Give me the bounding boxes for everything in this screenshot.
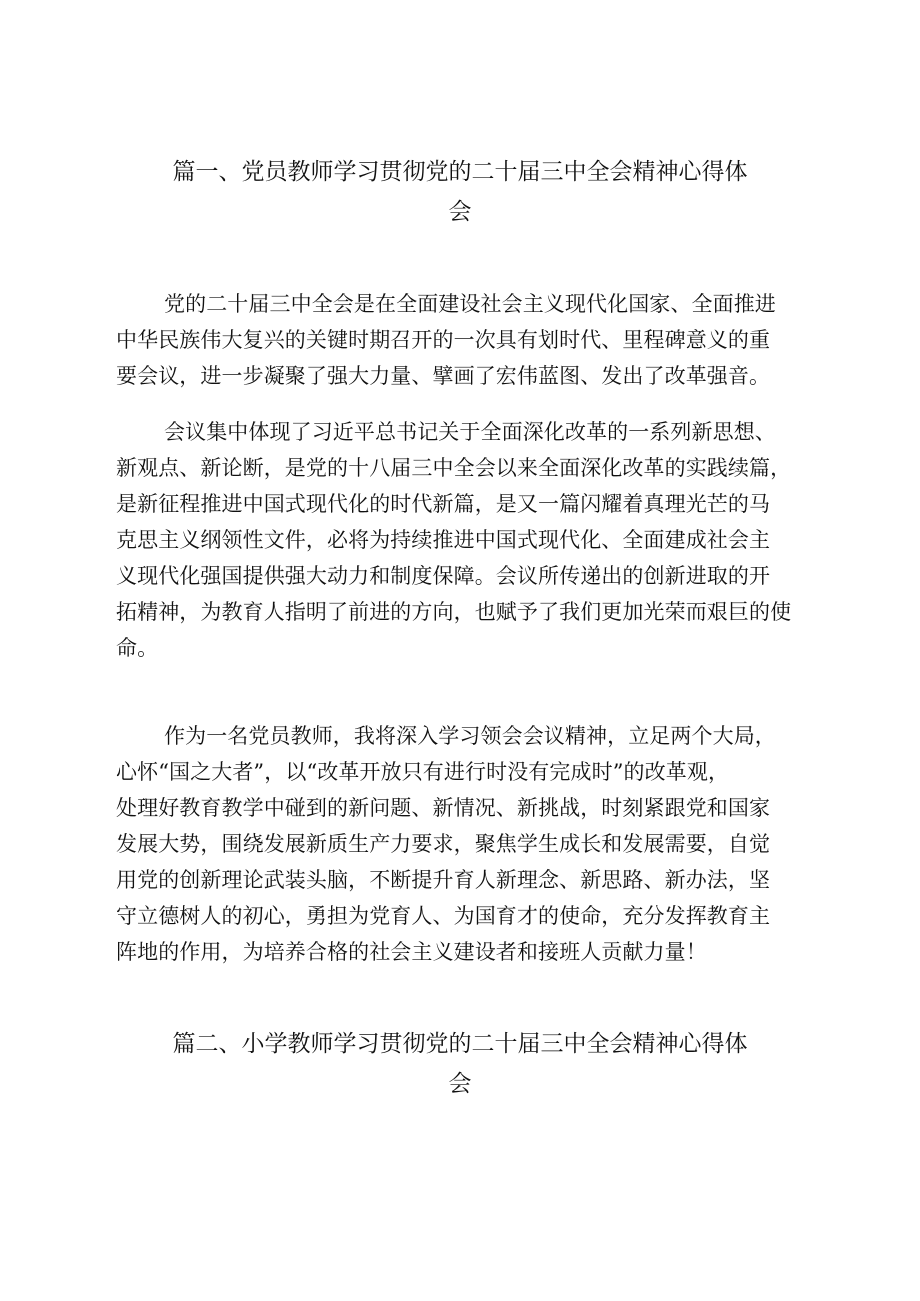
section-2-title-line-2: 会 xyxy=(448,1071,472,1097)
paragraph-1 xyxy=(116,286,846,394)
paragraph-3-line: 发展大势，围绕发展新质生产力要求，聚焦学生成长和发展需要，自觉 xyxy=(116,832,771,856)
section-1-title-line-2: 会 xyxy=(448,199,472,225)
paragraph-3-line: 用党的创新理论武装头脑，不断提升育人新理念、新思路、新办法，坚 xyxy=(116,868,771,892)
paragraph-3-line: 守立德树人的初心，勇担为党育人、为国育才的使命，充分发挥教育主 xyxy=(116,904,771,928)
section-1-title-line-1: 篇一、党员教师学习贯彻党的二十届三中全会精神心得体 xyxy=(172,159,748,185)
paragraph-3-line: 作为一名党员教师，我将深入学习领会会议精神，立足两个大局， xyxy=(164,724,776,748)
paragraph-1-line: 党的二十届三中全会是在全面建设社会主义现代化国家、全面推进 xyxy=(164,292,776,316)
paragraph-1-line: 要会议，进一步凝聚了强大力量、擘画了宏伟蓝图、发出了改革强音。 xyxy=(116,364,771,388)
paragraph-2-line: 义现代化强国提供强大动力和制度保障。会议所传递出的创新进取的开 xyxy=(116,564,771,588)
paragraph-2-line: 新观点、新论断，是党的十八届三中全会以来全面深化改革的实践续篇， xyxy=(116,456,792,480)
paragraph-2-line: 克思主义纲领性文件，必将为持续推进中国式现代化、全面建成社会主 xyxy=(116,528,771,552)
paragraph-2-line: 会议集中体现了习近平总书记关于全面深化改革的一系列新思想、 xyxy=(164,420,776,444)
paragraph-3-line: 处理好教育教学中碰到的新问题、新情况、新挑战，时刻紧跟党和国家 xyxy=(116,796,771,820)
paragraph-2 xyxy=(116,414,846,666)
paragraph-2-line: 拓精神，为教育人指明了前进的方向，也赋予了我们更加光荣而艰巨的使 xyxy=(116,600,792,624)
paragraph-3-line: 心怀“国之大者”，以“改革开放只有进行时没有完成时”的改革观， xyxy=(116,760,730,784)
section-2-title-line-1: 篇二、小学教师学习贯彻党的二十届三中全会精神心得体 xyxy=(172,1031,748,1057)
paragraph-3-line: 阵地的作用，为培养合格的社会主义建设者和接班人贡献力量！ xyxy=(116,940,707,964)
paragraph-1-line: 中华民族伟大复兴的关键时期召开的一次具有划时代、里程碑意义的重 xyxy=(116,328,771,352)
paragraph-2-line: 命。 xyxy=(116,636,159,660)
paragraph-3 xyxy=(116,718,846,970)
paragraph-2-line: 是新征程推进中国式现代化的时代新篇，是又一篇闪耀着真理光芒的马 xyxy=(116,492,771,516)
